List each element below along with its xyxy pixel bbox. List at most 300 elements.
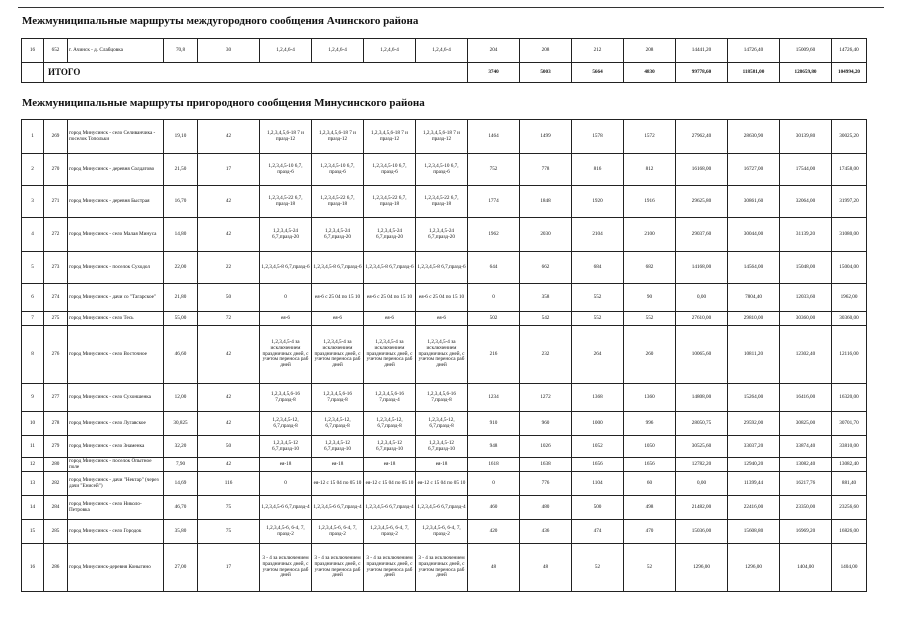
cell-s3: 13082,40 (780, 458, 832, 472)
cell-code: 652 (44, 39, 68, 63)
cell-n: 15 (22, 520, 44, 544)
cell-code: 278 (44, 412, 68, 436)
cell-v3: 552 (572, 312, 624, 326)
cell-v2: 778 (520, 154, 572, 186)
cell-len: 21,50 (164, 154, 198, 186)
cell-d3: ея-6 (364, 312, 416, 326)
cell-v3: 1104 (572, 472, 624, 496)
cell-s4: 1404,00 (832, 544, 867, 592)
cell-v4: 60 (624, 472, 676, 496)
cell-v1: 216 (468, 326, 520, 384)
cell-d2: 1,2,3,4,5-24 6,7,празд-20 (312, 218, 364, 252)
cell-v3: 212 (572, 39, 624, 63)
cell-s1: 14808,00 (676, 384, 728, 412)
cell-v2: 1272 (520, 384, 572, 412)
cell-v2: 358 (520, 284, 572, 312)
cell-s1: 0,00 (676, 472, 728, 496)
cell-s2: 10811,20 (728, 326, 780, 384)
cell-s4: 17458,00 (832, 154, 867, 186)
cell-s4: 1962,00 (832, 284, 867, 312)
cell-d3: 1,2,3,4,5-10 6,7, празд-6 (364, 154, 416, 186)
cell-n: 14 (22, 496, 44, 520)
cell-time: 72 (198, 312, 260, 326)
cell-v4: 498 (624, 496, 676, 520)
cell-s3: 1404,00 (780, 544, 832, 592)
cell-v4: 52 (624, 544, 676, 592)
table-minusinsk (21, 119, 867, 592)
cell-v3: 1578 (572, 120, 624, 154)
cell-route: город Минусинск - село Городок (68, 520, 164, 544)
cell-s3: 12302,40 (780, 326, 832, 384)
cell-n: 8 (22, 326, 44, 384)
cell-s3: 23350,00 (780, 496, 832, 520)
total-s3: 128659,80 (780, 63, 832, 83)
cell-d1: 1,2,3,4,5-4 за исключением праздничных дней, с учетом переноса раб дней (260, 326, 312, 384)
total-s1: 99778,60 (676, 63, 728, 83)
table-row (22, 39, 867, 63)
cell-v4: 1572 (624, 120, 676, 154)
cell-time: 42 (198, 218, 260, 252)
cell-d2: 1,2,4,6-4 (312, 39, 364, 63)
cell-v2: 480 (520, 496, 572, 520)
total-v2: 5003 (520, 63, 572, 83)
cell-code: 282 (44, 472, 68, 496)
cell-code: 280 (44, 458, 68, 472)
cell-v1: 460 (468, 496, 520, 520)
cell-v1: 1962 (468, 218, 520, 252)
cell-v3: 500 (572, 496, 624, 520)
total-row (22, 63, 867, 83)
cell-len: 46,60 (164, 326, 198, 384)
cell-s4: 881,40 (832, 472, 867, 496)
total-label: ИТОГО (44, 63, 468, 83)
cell-v2: 960 (520, 412, 572, 436)
cell-d4: ея-18 (416, 458, 468, 472)
cell-route: город Минусинск - село Восточное (68, 326, 164, 384)
cell-route: город Минусинск - село Николо-Петровка (68, 496, 164, 520)
cell-d1: 1,2,3,4,5-24 6,7,празд-20 (260, 218, 312, 252)
cell-d2: ея-6 (312, 312, 364, 326)
cell-v4: 1656 (624, 458, 676, 472)
cell-route: город Минусинск - поселок Опытное поле (68, 458, 164, 472)
cell-code: 286 (44, 544, 68, 592)
table-row (22, 496, 867, 520)
cell-time: 22 (198, 252, 260, 284)
cell-s2: 14564,00 (728, 252, 780, 284)
cell-d3: 1,2,3,4,5-4 за исключением праздничных дней, с учетом переноса раб дней (364, 326, 416, 384)
cell-d1: 3 - 4 за исключением праздничных дней, с учетом переноса раб дней (260, 544, 312, 592)
cell-v4: 682 (624, 252, 676, 284)
cell-d1: 1,2,3,4,5-22 6,7, празд-18 (260, 186, 312, 218)
cell-s4: 12116,00 (832, 326, 867, 384)
table-row (22, 458, 867, 472)
cell-route: г. Ачинск - д. Слабцовка (68, 39, 164, 63)
cell-s3: 17544,00 (780, 154, 832, 186)
cell-s2: 12940,20 (728, 458, 780, 472)
cell-v4: 90 (624, 284, 676, 312)
cell-d2: 1,2,3,4,5,6-16 7,празд-8 (312, 384, 364, 412)
cell-d3: 1,2,3,4,5-8 6,7,празд-6 (364, 252, 416, 284)
cell-n: 9 (22, 384, 44, 412)
cell-n: 2 (22, 154, 44, 186)
cell-v3: 1920 (572, 186, 624, 218)
cell-s4: 30701,70 (832, 412, 867, 436)
total-v1: 3740 (468, 63, 520, 83)
cell-s1: 27962,40 (676, 120, 728, 154)
table-row (22, 326, 867, 384)
cell-d2: 3 - 4 за исключением праздничных дней, с учетом переноса раб дней (312, 544, 364, 592)
cell-v1: 1618 (468, 458, 520, 472)
cell-d1: 1,2,3,4,5-12, 6,7,празд-8 (260, 412, 312, 436)
cell-code: 277 (44, 384, 68, 412)
cell-s3: 30360,00 (780, 312, 832, 326)
cell-d4: 1,2,3,4,5-12, 6,7,празд-8 (416, 412, 468, 436)
cell-s1: 21482,00 (676, 496, 728, 520)
table-row (22, 186, 867, 218)
cell-d3: 1,2,3,4,5-12 6,7,празд-10 (364, 436, 416, 458)
cell-s4: 30025,20 (832, 120, 867, 154)
cell-d2: 1,2,3,4,5-12 6,7,празд-10 (312, 436, 364, 458)
cell-s2: 15264,00 (728, 384, 780, 412)
cell-len: 7,90 (164, 458, 198, 472)
cell-code: 270 (44, 154, 68, 186)
section-2-title: Межмуниципальные маршруты пригородного сообщения Минусинского района (22, 97, 425, 109)
table-row (22, 218, 867, 252)
cell-n: 11 (22, 436, 44, 458)
cell-len: 22,00 (164, 252, 198, 284)
cell-time: 17 (198, 544, 260, 592)
cell-d3: 1,2,4,6-4 (364, 39, 416, 63)
cell-v3: 816 (572, 154, 624, 186)
cell-d2: 1,2,3,4,5-22 6,7, празд-18 (312, 186, 364, 218)
cell-time: 75 (198, 496, 260, 520)
cell-route: город Минусинск-деревня Коныгино (68, 544, 164, 592)
cell-d2: 1,2,3,4,5,6-18 7 и празд-12 (312, 120, 364, 154)
table-row (22, 412, 867, 436)
cell-len: 55,00 (164, 312, 198, 326)
total-s2: 118581,00 (728, 63, 780, 83)
cell-s4: 15004,00 (832, 252, 867, 284)
cell-v3: 2104 (572, 218, 624, 252)
cell-v2: 48 (520, 544, 572, 592)
cell-v4: 470 (624, 520, 676, 544)
total-v4: 4830 (624, 63, 676, 83)
cell-len: 16,70 (164, 186, 198, 218)
cell-s3: 15009,60 (780, 39, 832, 63)
cell-v4: 1916 (624, 186, 676, 218)
cell-v4: 260 (624, 326, 676, 384)
cell-n: 7 (22, 312, 44, 326)
cell-d3: 3 - 4 за исключением праздничных дней, с учетом переноса раб дней (364, 544, 416, 592)
cell-s3: 16217,76 (780, 472, 832, 496)
cell-d4: 1,2,3,4,5-6, 6-4, 7, празд-2 (416, 520, 468, 544)
cell-d4: 1,2,4,6-4 (416, 39, 468, 63)
cell-d3: ея-6 с 25 04 по 15 10 (364, 284, 416, 312)
cell-route: город Минусинск - деревня Быстрая (68, 186, 164, 218)
cell-d3: 1,2,3,4,5,6-18 7 и празд-12 (364, 120, 416, 154)
cell-d2: 1,2,3,4,5-12, 6,7,празд-8 (312, 412, 364, 436)
cell-s3: 12033,60 (780, 284, 832, 312)
cell-v3: 264 (572, 326, 624, 384)
cell-code: 274 (44, 284, 68, 312)
table-row (22, 252, 867, 284)
cell-d1: 1,2,3,4,5,6-18 7 и празд-12 (260, 120, 312, 154)
cell-route: город Минусинск - дачи "Нектар" (через дачи "Енисей") (68, 472, 164, 496)
cell-s1: 29037,60 (676, 218, 728, 252)
cell-route: город Минусинск - село Малая Минуса (68, 218, 164, 252)
cell-v2: 776 (520, 472, 572, 496)
cell-code: 271 (44, 186, 68, 218)
cell-s3: 30139,80 (780, 120, 832, 154)
cell-d1: 1,2,3,4,5-8 6,7,празд-6 (260, 252, 312, 284)
cell-code: 284 (44, 496, 68, 520)
cell-d2: ея-18 (312, 458, 364, 472)
cell-len: 46,70 (164, 496, 198, 520)
cell-n: 13 (22, 472, 44, 496)
cell-len: 21,80 (164, 284, 198, 312)
cell-d3: 1,2,3,4,5-6, 6-4, 7, празд-2 (364, 520, 416, 544)
cell-v1: 0 (468, 472, 520, 496)
cell-s4: 16826,00 (832, 520, 867, 544)
cell-d4: 1,2,3,4,5-4 за исключением праздничных дней, с учетом переноса раб дней (416, 326, 468, 384)
cell-v1: 1464 (468, 120, 520, 154)
cell-code: 275 (44, 312, 68, 326)
cell-n: 12 (22, 458, 44, 472)
cell-s2: 29592,00 (728, 412, 780, 436)
cell-v1: 0 (468, 284, 520, 312)
cell-v3: 474 (572, 520, 624, 544)
cell-v3: 1052 (572, 436, 624, 458)
cell-v1: 1234 (468, 384, 520, 412)
cell-v4: 812 (624, 154, 676, 186)
cell-time: 42 (198, 412, 260, 436)
cell-route: город Минусинск - дачи со "Тагарское" (68, 284, 164, 312)
cell-d1: 1,2,4,6-4 (260, 39, 312, 63)
cell-s3: 30825,00 (780, 412, 832, 436)
cell-v2: 662 (520, 252, 572, 284)
cell-s1: 28050,75 (676, 412, 728, 436)
cell-d3: 1,2,3,4,5-22 6,7, празд-18 (364, 186, 416, 218)
cell-s1: 0,00 (676, 284, 728, 312)
cell-v2: 1848 (520, 186, 572, 218)
cell-d2: 1,2,3,4,5-6 6,7,празд-4 (312, 496, 364, 520)
cell-len: 35,80 (164, 520, 198, 544)
cell-time: 116 (198, 472, 260, 496)
cell-v1: 1774 (468, 186, 520, 218)
cell-v4: 208 (624, 39, 676, 63)
cell-d4: 1,2,3,4,5-24 6,7,празд-20 (416, 218, 468, 252)
cell-d3: 1,2,3,4,5,6-16 7,празд-4 (364, 384, 416, 412)
table-row (22, 312, 867, 326)
cell-route: город Минусинск - деревня Солдатово (68, 154, 164, 186)
cell-s2: 15608,80 (728, 520, 780, 544)
cell-n: 10 (22, 412, 44, 436)
cell-v1: 752 (468, 154, 520, 186)
cell-time: 30 (198, 39, 260, 63)
table-row (22, 436, 867, 458)
cell-n: 3 (22, 186, 44, 218)
cell-s4: 23256,60 (832, 496, 867, 520)
cell-d4: 1,2,3,4,5-6 6,7,празд-4 (416, 496, 468, 520)
cell-len: 19,10 (164, 120, 198, 154)
cell-d1: 1,2,3,4,5-10 6,7, празд-6 (260, 154, 312, 186)
cell-code: 285 (44, 520, 68, 544)
table-row (22, 384, 867, 412)
cell-s2: 30861,60 (728, 186, 780, 218)
cell-s2: 29810,00 (728, 312, 780, 326)
cell-v1: 48 (468, 544, 520, 592)
cell-d2: ея-6 с 25 04 по 15 10 (312, 284, 364, 312)
cell-d2: 1,2,3,4,5-4 за исключением праздничных дней, с учетом переноса раб дней (312, 326, 364, 384)
cell-code: 276 (44, 326, 68, 384)
cell-s2: 16727,00 (728, 154, 780, 186)
cell-n: 1 (22, 120, 44, 154)
cell-v1: 204 (468, 39, 520, 63)
cell-s2: 30044,00 (728, 218, 780, 252)
cell-empty (22, 63, 44, 83)
cell-s4: 31080,00 (832, 218, 867, 252)
cell-v4: 996 (624, 412, 676, 436)
cell-time: 42 (198, 384, 260, 412)
table-row (22, 544, 867, 592)
cell-v2: 1638 (520, 458, 572, 472)
cell-code: 272 (44, 218, 68, 252)
cell-n: 16 (22, 39, 44, 63)
cell-len: 12,00 (164, 384, 198, 412)
cell-route: город Минусинск - село Лугавское (68, 412, 164, 436)
cell-d4: ея-12 с 15 04 по 05 10 (416, 472, 468, 496)
cell-s1: 14168,00 (676, 252, 728, 284)
cell-code: 273 (44, 252, 68, 284)
cell-v2: 436 (520, 520, 572, 544)
cell-v2: 2030 (520, 218, 572, 252)
cell-d3: 1,2,3,4,5-12, 6,7,празд-8 (364, 412, 416, 436)
cell-d4: ея-6 с 25 04 по 15 10 (416, 284, 468, 312)
cell-v3: 1000 (572, 412, 624, 436)
cell-v3: 552 (572, 284, 624, 312)
cell-d4: 1,2,3,4,5-8 6,7,празд-6 (416, 252, 468, 284)
cell-s1: 10065,60 (676, 326, 728, 384)
cell-d1: 1,2,3,4,5-6, 6-4, 7, празд-2 (260, 520, 312, 544)
cell-v2: 208 (520, 39, 572, 63)
cell-s3: 31139,20 (780, 218, 832, 252)
cell-d1: 0 (260, 472, 312, 496)
cell-d1: 1,2,3,4,5,6-16 7,празд-8 (260, 384, 312, 412)
cell-s3: 15048,00 (780, 252, 832, 284)
cell-time: 42 (198, 120, 260, 154)
cell-v2: 232 (520, 326, 572, 384)
cell-len: 32,20 (164, 436, 198, 458)
cell-s3: 16969,20 (780, 520, 832, 544)
cell-v1: 910 (468, 412, 520, 436)
cell-s3: 16416,00 (780, 384, 832, 412)
table-achinsk (21, 38, 867, 83)
cell-s4: 31997,20 (832, 186, 867, 218)
cell-time: 75 (198, 520, 260, 544)
cell-s1: 16168,00 (676, 154, 728, 186)
cell-time: 17 (198, 154, 260, 186)
cell-d2: 1,2,3,4,5-10 6,7, празд-6 (312, 154, 364, 186)
total-s4: 104994,20 (832, 63, 867, 83)
cell-v4: 1050 (624, 436, 676, 458)
cell-d4: ея-6 (416, 312, 468, 326)
cell-route: город Минусинск - село Сухоншенка (68, 384, 164, 412)
cell-v2: 542 (520, 312, 572, 326)
cell-v1: 644 (468, 252, 520, 284)
cell-n: 16 (22, 544, 44, 592)
cell-route: город Минусинск - село Тесь (68, 312, 164, 326)
cell-d2: ея-12 с 15 04 по 05 10 (312, 472, 364, 496)
cell-d1: 0 (260, 284, 312, 312)
cell-s2: 14726,40 (728, 39, 780, 63)
cell-n: 5 (22, 252, 44, 284)
cell-s3: 32064,00 (780, 186, 832, 218)
cell-d4: 1,2,3,4,5,6-18 7 и празд-12 (416, 120, 468, 154)
cell-s2: 22416,00 (728, 496, 780, 520)
cell-d4: 3 - 4 за исключением праздничных дней, с учетом переноса раб дней (416, 544, 468, 592)
table-row (22, 284, 867, 312)
cell-time: 42 (198, 186, 260, 218)
table-row (22, 520, 867, 544)
cell-s2: 28630,90 (728, 120, 780, 154)
cell-d2: 1,2,3,4,5-8 6,7,празд-6 (312, 252, 364, 284)
cell-d3: ея-18 (364, 458, 416, 472)
cell-d4: 1,2,3,4,5-10 6,7, празд-6 (416, 154, 468, 186)
cell-len: 27,00 (164, 544, 198, 592)
cell-d1: 1,2,3,4,5-6 6,7,празд-4 (260, 496, 312, 520)
cell-v2: 1026 (520, 436, 572, 458)
cell-code: 269 (44, 120, 68, 154)
cell-d4: 1,2,3,4,5-12 6,7,празд-10 (416, 436, 468, 458)
cell-v3: 52 (572, 544, 624, 592)
cell-v3: 684 (572, 252, 624, 284)
cell-s1: 12782,20 (676, 458, 728, 472)
cell-s4: 33810,00 (832, 436, 867, 458)
cell-route: город Минусинск - село Селиванчика - поселок Топольки (68, 120, 164, 154)
cell-d1: ея-18 (260, 458, 312, 472)
section-1-title: Межмуниципальные маршруты междугородного сообщения Ачинского района (22, 15, 419, 27)
cell-d3: ея-12 с 15 04 по 05 10 (364, 472, 416, 496)
cell-n: 6 (22, 284, 44, 312)
cell-route: город Минусинск - поселок Суходол (68, 252, 164, 284)
cell-s2: 7804,40 (728, 284, 780, 312)
cell-v3: 1368 (572, 384, 624, 412)
cell-s4: 14726,40 (832, 39, 867, 63)
top-rule (18, 7, 884, 8)
cell-s4: 13082,40 (832, 458, 867, 472)
cell-s1: 14441,20 (676, 39, 728, 63)
cell-len: 70,8 (164, 39, 198, 63)
cell-s1: 30525,60 (676, 436, 728, 458)
cell-d1: ея-6 (260, 312, 312, 326)
cell-d2: 1,2,3,4,5-6, 6-4, 7, празд-2 (312, 520, 364, 544)
cell-v1: 420 (468, 520, 520, 544)
cell-len: 14,80 (164, 218, 198, 252)
cell-s3: 33874,40 (780, 436, 832, 458)
cell-s4: 30360,00 (832, 312, 867, 326)
cell-time: 42 (198, 326, 260, 384)
cell-len: 30,825 (164, 412, 198, 436)
cell-s4: 16320,00 (832, 384, 867, 412)
cell-route: город Минусинск - село Знаменка (68, 436, 164, 458)
cell-v1: 948 (468, 436, 520, 458)
cell-n: 4 (22, 218, 44, 252)
cell-len: 14,69 (164, 472, 198, 496)
cell-v3: 1656 (572, 458, 624, 472)
cell-d3: 1,2,3,4,5-24 6,7,празд-20 (364, 218, 416, 252)
cell-time: 50 (198, 436, 260, 458)
cell-d3: 1,2,3,4,5-6 6,7,празд-4 (364, 496, 416, 520)
